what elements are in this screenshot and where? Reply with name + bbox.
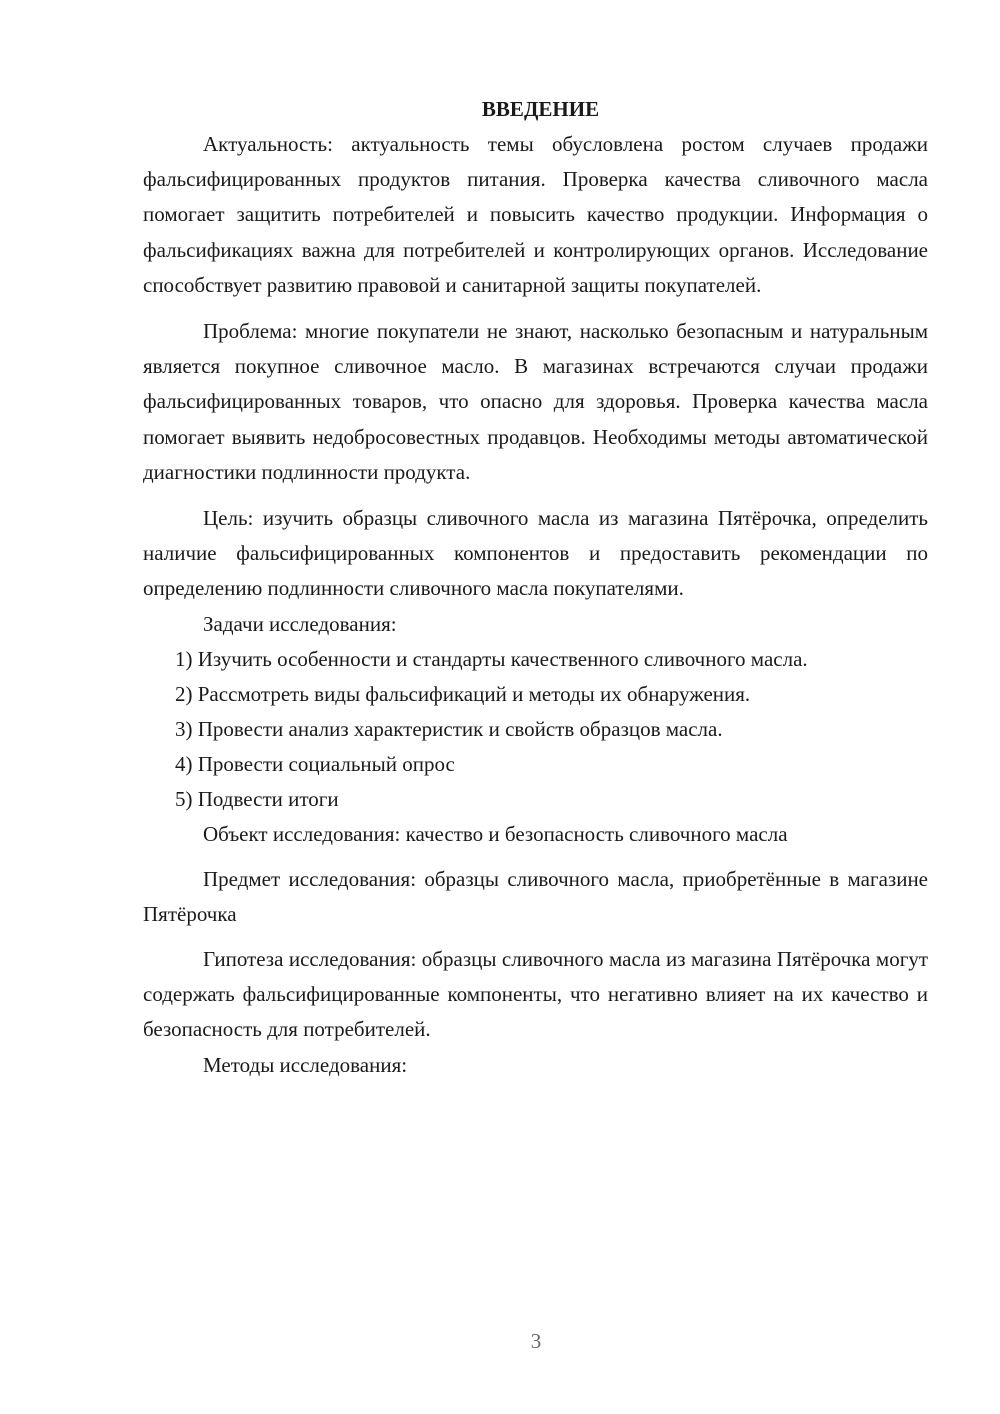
tasks-title: Задачи исследования:: [203, 611, 397, 636]
page-number: 3: [530, 1329, 542, 1353]
paragraph-subject: Предмет исследования: образцы сливочного масла, приобретённые в магазине Пятёрочка: [143, 866, 928, 926]
list-item: 4) Провести социальный опрос: [175, 751, 455, 776]
list-item: 5) Подвести итоги: [175, 786, 339, 811]
paragraph-hypothesis: Гипотеза исследования: образцы сливочного масла из магазина Пятёрочка могут содержать фальсифицированные компоненты, что негативно влияет на их качество и безопасность для потребителей.: [143, 947, 928, 1042]
paragraph-relevance: Актуальность: актуальность темы обусловлена ростом случаев продажи фальсифицированных продуктов питания. Проверка качества сливочного масла помогает защитить потребителей и повысить качество продукции. Информация о фальсификациях важна для потребителей и контролирующих органов. Исследование способствует развитию правовой и санитарной защиты покупателей.: [143, 132, 928, 297]
paragraph-goal: Цель: изучить образцы сливочного масла из магазина Пятёрочка, определить наличие фальсифицированных компонентов и предоставить рекомендации по определению подлинности сливочного масла покупателями.: [143, 506, 928, 601]
list-item: 3) Провести анализ характеристик и свойств образцов масла.: [175, 716, 723, 741]
list-item: 1) Изучить особенности и стандарты качественного сливочного масла.: [175, 646, 808, 671]
methods-title: Методы исследования:: [203, 1052, 408, 1077]
section-heading: ВВЕДЕНИЕ: [481, 97, 600, 121]
paragraph-problem: Проблема: многие покупатели не знают, насколько безопасным и натуральным является покупное сливочное масло. В магазинах встречаются случаи продажи фальсифицированных товаров, что опасно для здоровья. Проверка качества масла помогает выявить недобросовестных продавцов. Необходимы методы автоматической диагностики подлинности продукта.: [143, 319, 928, 484]
tasks-list: [143, 642, 928, 817]
document-page: [143, 92, 928, 1083]
paragraph-object: Объект исследования: качество и безопасность сливочного масла: [203, 821, 788, 846]
list-item: 2) Рассмотреть виды фальсификаций и методы их обнаружения.: [175, 681, 751, 706]
